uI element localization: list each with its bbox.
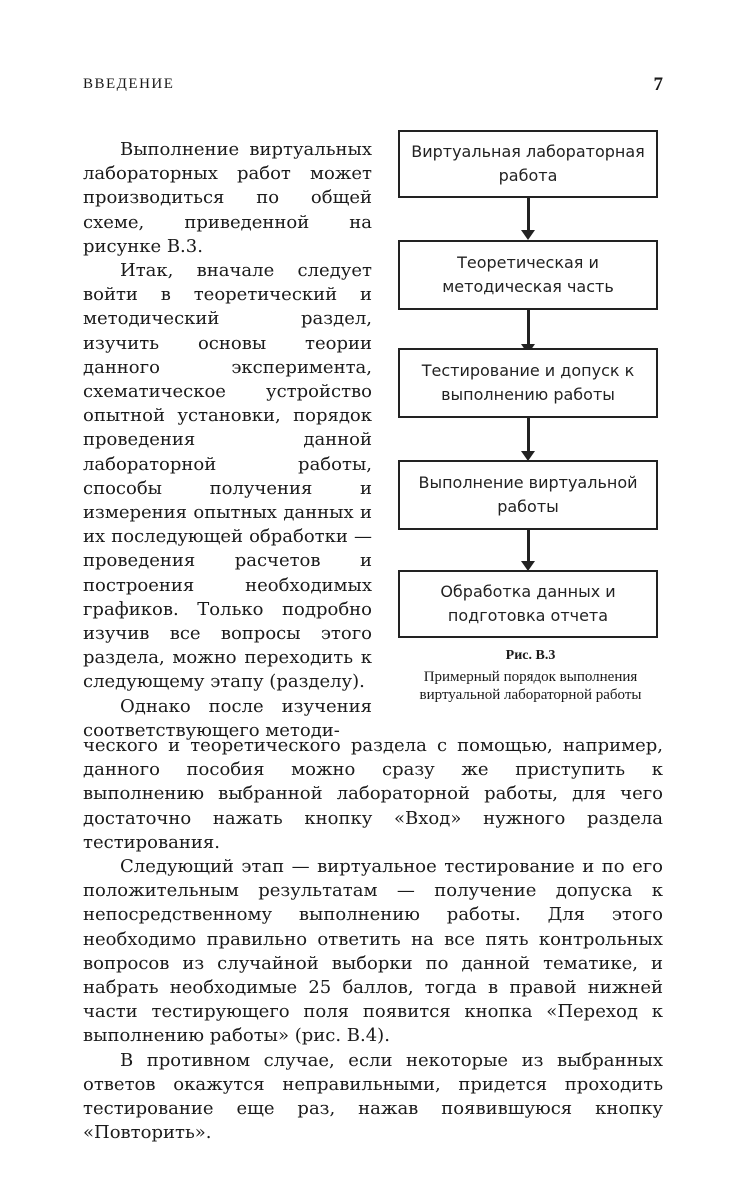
paragraph: В противном случае, если некоторые из выбранных ответов окажутся неправильными, придется проходить тестирование еще раз, нажав появившуюся кнопку «Повторить». [83,1049,663,1144]
flowchart-box-execution: Выполнение виртуальной работы [398,460,658,530]
flowchart-box-report: Обработка данных и подготовка отчета [398,570,658,638]
flow-arrow-line [527,530,530,562]
paragraph: Однако после изучения соответствующего методи- [83,695,372,741]
running-head: ВВЕДЕНИЕ [83,76,175,92]
flow-arrow-line [527,198,530,231]
paragraph: Следующий этап — виртуальное тестирование и по его положительным результатам — получение допуска к непосредственному выполнению работы. Для этого необходимо правильно ответить на все пять контрольных вопросов из случайной выборки по данной тематике, и набрать необходимые 25 баллов, тогда в правой нижней части тестирующего поля появится кнопка «Переход к выполнению работы» (рис. В.4). [83,856,663,1047]
paragraph: Выполнение виртуальных лабораторных работ может производиться по общей схеме, приведенной на рисунке В.3. [83,139,372,257]
flow-arrow-line [527,310,530,345]
flowchart-box-testing: Тестирование и допуск к выполнению работы [398,348,658,418]
paragraph: Итак, вначале следует войти в теоретический и методический раздел, изучить основы теории данного эксперимента, схематическое устройство опытной установки, порядок проведения данной лабораторной работы, способы получения и измерения опытных данных и их последующей обработки — проведения расчетов и построения необходимых графиков. Только подробно изучив все вопросы этого раздела, можно переходить к следующему этапу (разделу). [83,260,372,693]
figure-caption: Примерный порядок выполнения виртуальной лабораторной работы [419,669,642,703]
full-width-text [83,734,663,1145]
page-number: 7 [653,74,663,95]
flowchart-box-virtual-work: Виртуальная лабораторная работа [398,130,658,198]
page-header [83,74,663,98]
left-column-text [83,138,372,743]
paragraph-continuation: ческого и теоретического раздела с помощью, например, данного пособия можно сразу же приступить к выполнению выбранной лабораторной работы, для чего достаточно нажать кнопку «Вход» нужного раздела тестирования. [83,735,663,853]
arrow-down-icon [521,230,535,240]
figure-label: Рис. В.3 [505,648,556,663]
flow-arrow-line [527,418,530,452]
flowchart-figure [388,130,673,710]
flowchart-box-theory: Теоретическая и методическая часть [398,240,658,310]
